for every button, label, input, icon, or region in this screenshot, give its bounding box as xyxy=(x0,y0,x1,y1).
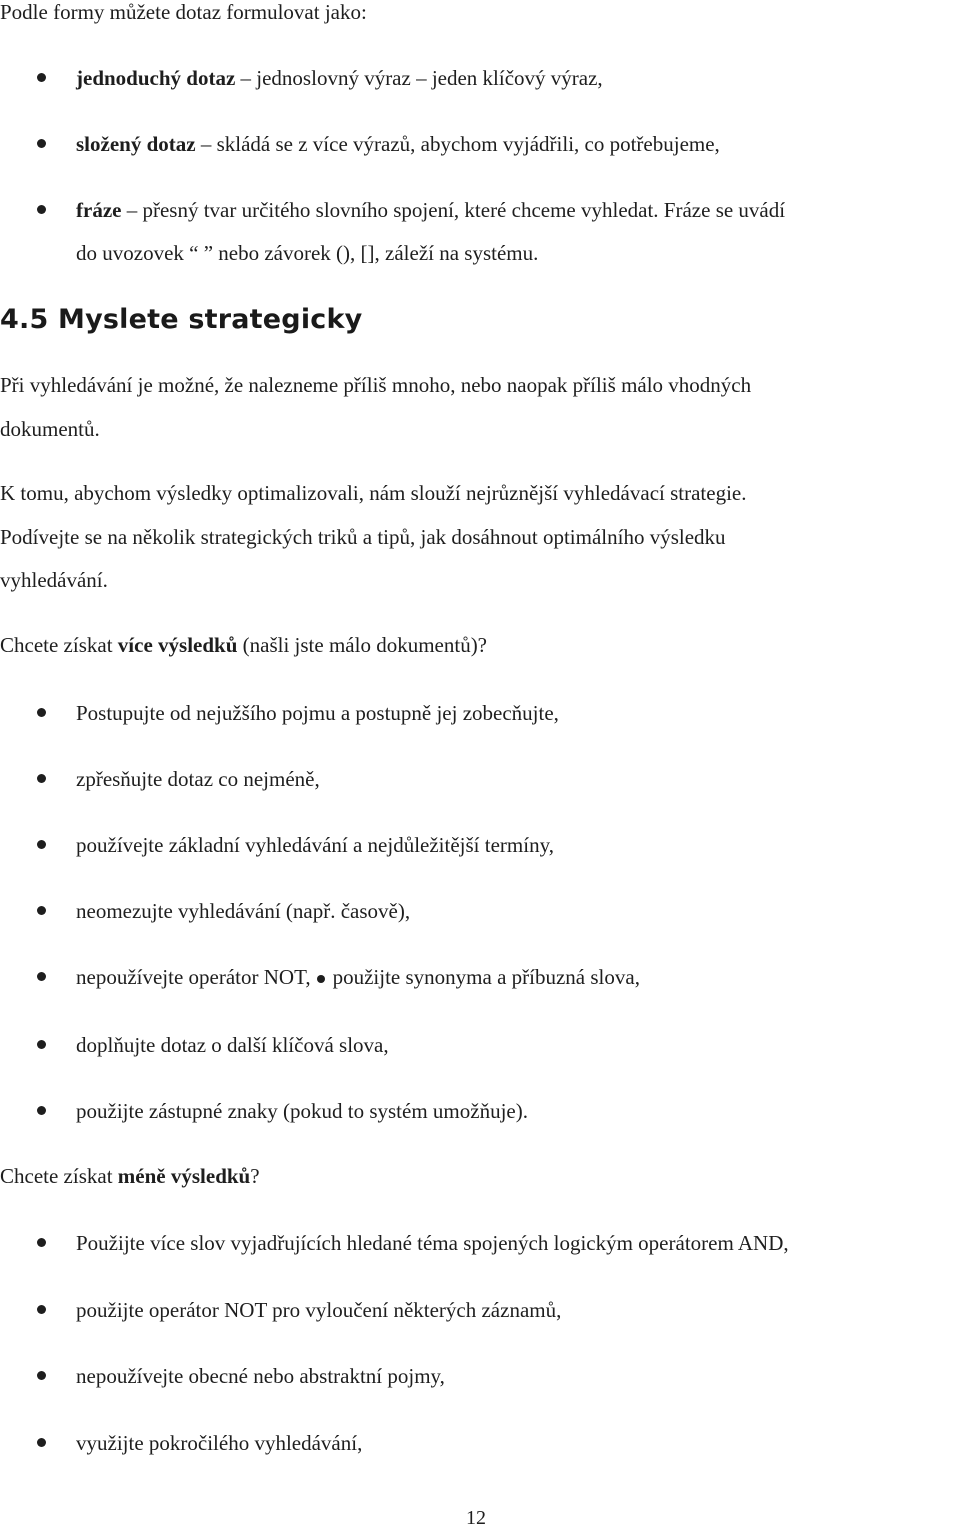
bullet-icon xyxy=(37,840,46,849)
intro-text: Podle formy můžete dotaz formulovat jako: xyxy=(0,0,367,24)
paragraph-line: K tomu, abychom výsledky optimalizovali, nám slouží nejrůznější vyhledávací strategie. xyxy=(0,481,747,505)
list-item: doplňujte dotaz o další klíčová slova, xyxy=(76,1033,389,1057)
bullet-icon xyxy=(37,1371,46,1380)
form-desc: – jednoslovný výraz – jeden klíčový výraz, xyxy=(235,66,603,90)
list-item: Postupujte od nejužšího pojmu a postupně jej zobecňujte, xyxy=(76,701,559,725)
form-term: jednoduchý dotaz xyxy=(76,66,236,90)
bullet-icon xyxy=(37,972,46,981)
form-item-phrase-cont: do uvozovek “ ” nebo závorek (), [], záleží na systému. xyxy=(76,241,539,265)
list-item: využijte pokročilého vyhledávání, xyxy=(76,1431,363,1455)
list-item: nepoužívejte obecné nebo abstraktní pojmy, xyxy=(76,1364,445,1388)
list-item: Použijte více slov vyjadřujících hledané téma spojených logickým operátorem AND, xyxy=(76,1231,789,1255)
bullet-icon xyxy=(37,139,46,148)
form-item-simple xyxy=(76,68,603,89)
bullet-icon xyxy=(37,906,46,915)
bullet-icon xyxy=(37,1438,46,1447)
bullet-icon xyxy=(37,774,46,783)
list-item: neomezujte vyhledávání (např. časově), xyxy=(76,899,411,923)
list-item: použijte operátor NOT pro vyloučení některých záznamů, xyxy=(76,1298,562,1322)
section-heading: 4.5 Myslete strategicky xyxy=(0,304,363,335)
bullet-icon xyxy=(37,1305,46,1314)
bullet-icon xyxy=(37,1106,46,1115)
bullet-icon xyxy=(317,975,325,983)
form-term: složený dotaz xyxy=(76,132,196,156)
list-item: zpřesňujte dotaz co nejméně, xyxy=(76,767,320,791)
paragraph-line: dokumentů. xyxy=(0,417,100,441)
form-desc: – skládá se z více výrazů, abychom vyjádřili, co potřebujeme, xyxy=(195,132,720,156)
form-item-phrase xyxy=(76,200,785,221)
bullet-icon xyxy=(37,205,46,214)
list-item: používejte základní vyhledávání a nejdůležitější termíny, xyxy=(76,833,554,857)
bullet-icon xyxy=(37,73,46,82)
fewer-results-question: Chcete získat méně výsledků? xyxy=(0,1164,260,1188)
page-number: 12 xyxy=(466,1507,486,1529)
bullet-icon xyxy=(37,708,46,717)
list-item: nepoužívejte operátor NOT, použijte synonyma a příbuzná slova, xyxy=(76,965,640,989)
more-results-question: Chcete získat více výsledků (našli jste málo dokumentů)? xyxy=(0,633,488,657)
form-desc: – přesný tvar určitého slovního spojení, které chceme vyhledat. Fráze se uvádí xyxy=(121,198,786,222)
paragraph-line: Podívejte se na několik strategických triků a tipů, jak dosáhnout optimálního výsledku xyxy=(0,525,726,549)
list-item: použijte zástupné znaky (pokud to systém umožňuje). xyxy=(76,1099,528,1123)
paragraph-line: Při vyhledávání je možné, že nalezneme příliš mnoho, nebo naopak příliš málo vhodných xyxy=(0,373,752,397)
form-term: fráze xyxy=(76,198,122,222)
bullet-icon xyxy=(37,1040,46,1049)
bullet-icon xyxy=(37,1238,46,1247)
paragraph-line: vyhledávání. xyxy=(0,568,108,592)
form-item-compound xyxy=(76,134,720,155)
